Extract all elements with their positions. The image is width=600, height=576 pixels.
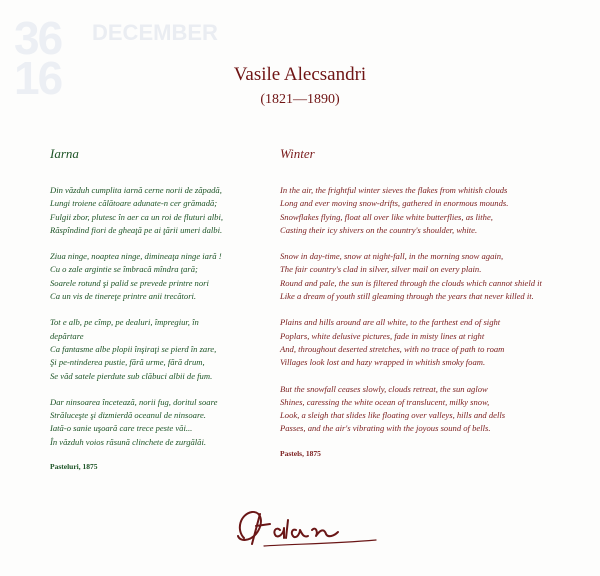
poem-line: Dar ninsoarea încetează, norii fug, doritul soare [50, 396, 218, 407]
poem-line: Casting their icy shivers on the country's shoulder, white. [280, 224, 478, 235]
bleedthrough-month: DECEMBER [92, 20, 218, 45]
poem-line: Răspîndind fiori de gheaţă pe ai ţării umeri dalbi. [50, 224, 223, 235]
poem-line: Iată-o sanie uşoară care trece peste văi... [50, 423, 193, 434]
signature-icon [230, 500, 380, 550]
poem-line: Ca un vis de tinereţe printre anii trecători. [50, 291, 197, 302]
romanian-column [50, 146, 275, 471]
poem-line: And, throughout deserted stretches, with no trace of path to roam [280, 343, 505, 354]
poem-line: Look, a sleigh that slides like floating over valleys, hills and dells [280, 410, 506, 421]
poem-line: Poplars, white delusive pictures, fade in misty lines at right [280, 330, 485, 341]
poem-line: Ziua ninge, noaptea ninge, dimineaţa ninge iară ! [50, 251, 222, 262]
romanian-stanza-4 [50, 396, 275, 449]
poem-line: Long and ever moving snow-drifts, gathered in enormous mounds. [280, 198, 509, 209]
poem-line: Like a dream of youth still gleaming through the years that never killed it. [280, 291, 534, 302]
poem-line: Ca fantasme albe plopii înşiraţi se pierd în zare, [50, 343, 217, 354]
bleedthrough-digits: 36 16 [14, 12, 62, 104]
poem-line: Din văzduh cumplita iarnă cerne norii de zăpadă, [50, 185, 222, 195]
poem-line: Fulgii zbor, plutesc în aer ca un roi de fluturi albi, [50, 211, 223, 222]
english-stanza-1 [280, 184, 580, 237]
romanian-stanza-1 [50, 184, 275, 237]
poem-line: Passes, and the air's vibrating with the joyous sound of bells. [280, 423, 491, 434]
romanian-stanza-3 [50, 316, 275, 382]
poem-line: Snowflakes flying, float all over like white butterflies, as lithe, [280, 211, 493, 222]
poem-line: Străluceşte şi dizmierdă oceanul de ninsoare. [50, 410, 206, 421]
author-name: Vasile Alecsandri [233, 64, 367, 85]
romanian-heading: Iarna [50, 146, 79, 161]
poem-line: Se văd satele pierdute sub clăbuci albii de fum. [50, 370, 213, 381]
english-stanza-2 [280, 250, 580, 303]
poem-line: Tot e alb, pe cîmp, pe dealuri, împregiur, în [50, 317, 199, 328]
english-source: Pastels, 1875 [280, 448, 321, 458]
poem-line: Shines, caressing the white ocean of translucent, milky snow, [280, 396, 490, 407]
english-column [280, 146, 580, 458]
english-stanza-3 [280, 316, 580, 369]
poem-line: depărtare [50, 330, 84, 341]
english-heading: Winter [280, 146, 315, 161]
poem-line: Cu o zale argintie se îmbracă mîndra ţară; [50, 264, 198, 275]
poem-line: Round and pale, the sun is filtered through the clouds which cannot shield it [280, 277, 542, 288]
poem-line: Soarele rotund şi palid se prevede printre nori [50, 277, 209, 288]
poem-line: The fair country's clad in silver, silver mail on every plain. [280, 264, 482, 275]
poem-line: In the air, the frightful winter sieves the flakes from whitish clouds [280, 185, 508, 195]
poem-line: Plains and hills around are all white, to the farthest end of sight [280, 317, 501, 328]
poem-line: Şi pe-ntinderea pustie, fără urme, fără drum, [50, 357, 205, 368]
poem-line: În văzduh voios răsună clinchete de zurgălăi. [50, 436, 207, 447]
english-stanza-4 [280, 383, 580, 436]
poem-line: Lungi troiene călătoare adunate-n cer grămadă; [50, 198, 218, 209]
poem-line: Snow in day-time, snow at night-fall, in the morning snow again, [280, 251, 504, 262]
romanian-source: Pasteluri, 1875 [50, 462, 98, 472]
poem-line: But the snowfall ceases slowly, clouds retreat, the sun aglow [280, 383, 488, 394]
poem-line: Villages look lost and hazy wrapped in whitish smoky foam. [280, 357, 486, 368]
author-years: (1821—1890) [260, 92, 340, 107]
romanian-stanza-2 [50, 250, 275, 303]
